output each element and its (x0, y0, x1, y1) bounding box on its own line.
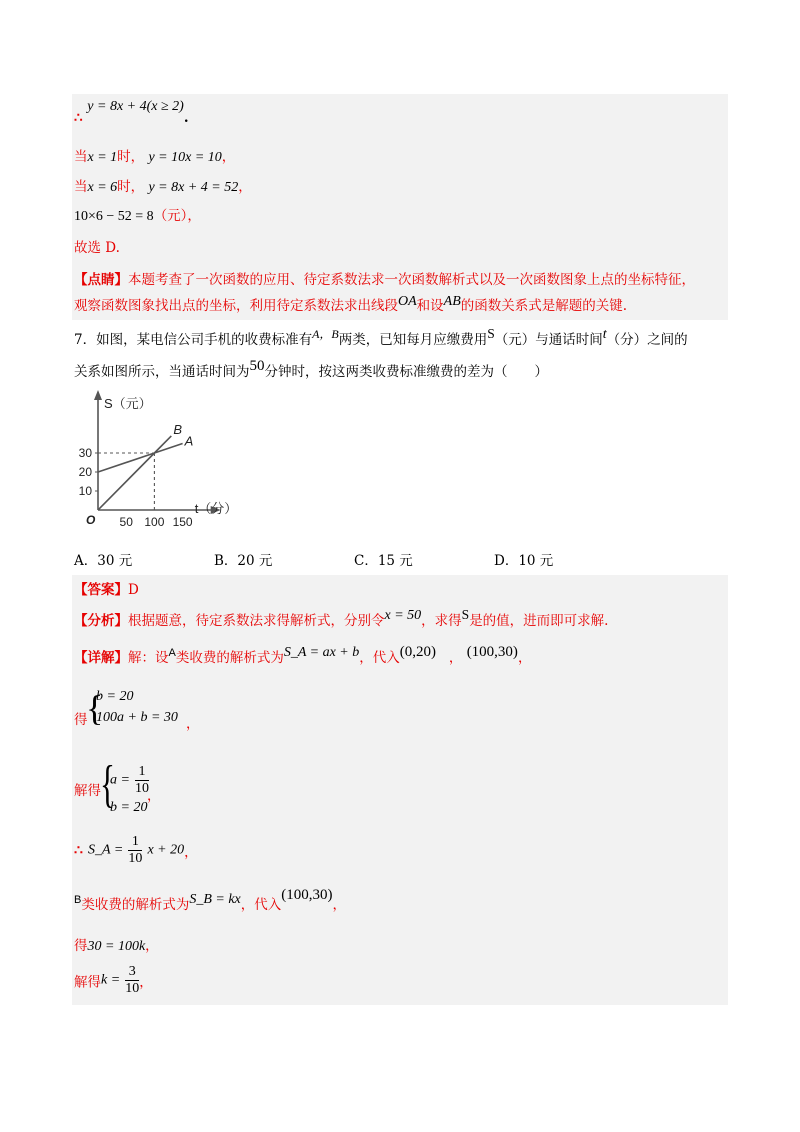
case1-end: ， (221, 149, 236, 165)
analysis-math: x = 50 (384, 608, 422, 623)
comment-oa: OA (398, 294, 417, 309)
b-point: (100,30) (281, 887, 333, 903)
diff-end: （元）， (153, 208, 201, 224)
analysis-line (74, 607, 609, 632)
k1-line (74, 936, 159, 957)
sa-rhs: x + 20 (147, 842, 185, 858)
cost-chart (70, 388, 260, 540)
case1-x: x = 1 (87, 150, 118, 165)
sa-line (74, 834, 198, 867)
comment-text-1: 本题考查了一次函数的应用、待定系数法求一次函数解析式以及一次函数图象上点的坐标特征， (128, 272, 695, 288)
detail-text-a: 解：设 (128, 650, 169, 666)
analysis-s: S (461, 607, 470, 622)
x-tick-label-100: 100 (144, 515, 165, 529)
y-tick-label-30: 30 (78, 446, 92, 460)
sa-fraction (128, 834, 142, 867)
sa-num: 1 (128, 834, 142, 851)
sa-therefore: ∴ (74, 842, 83, 859)
analysis-text-b: ，求得 (421, 613, 462, 629)
question-t: t (602, 327, 607, 342)
question-text-2a: 关系如图所示，当通话时间为 (74, 364, 250, 380)
series-line-B (98, 436, 171, 510)
question-line-1 (74, 326, 688, 351)
comment-line-1 (74, 270, 695, 290)
solution-shade-bottom (72, 575, 728, 1005)
answer-line (74, 580, 139, 600)
detail-tag: 【详解】 (74, 650, 128, 666)
series-label-A: A (184, 433, 194, 449)
system2-a-lhs: a = (110, 772, 130, 788)
x-tick-label-50: 50 (119, 515, 133, 529)
system1-row2: 100a + b = 30 (96, 710, 178, 725)
therefore-symbol: ∴ (74, 110, 83, 126)
k1-math: 30 = 100k (87, 939, 146, 954)
eq1-math: y = 8x + 4(x ≥ 2) (87, 99, 184, 114)
system2-a-num: 1 (135, 764, 149, 781)
system1-brace: { (86, 688, 104, 728)
system2-end: ， (147, 788, 161, 804)
b-math: S_B = kx (189, 892, 241, 907)
sa-lhs: S_A = (88, 842, 124, 858)
question-text-1b: 两类，已知每月应缴费用 (338, 332, 488, 348)
diff-math: 10×6 − 52 = 8 (74, 209, 154, 224)
system1-end: ， (186, 716, 200, 732)
question-line-2 (74, 358, 548, 382)
sa-end: ， (184, 844, 198, 861)
question-text-1c: （元）与通话时间 (494, 332, 603, 348)
eq1-line (74, 99, 189, 126)
detail-comma: ， (448, 650, 463, 666)
y-axis-label: S（元） (104, 396, 152, 411)
system2-row2: b = 20 (110, 800, 148, 815)
case2-y: y = 8x + 4 = 52 (148, 180, 239, 195)
k2-fraction (125, 964, 139, 997)
option-d[interactable]: D．10 元 (494, 553, 554, 569)
case1-y: y = 10x = 10 (148, 150, 222, 165)
option-c[interactable]: C．15 元 (354, 553, 413, 569)
k2-num: 3 (125, 964, 139, 981)
system1-pre: 得 (74, 712, 88, 728)
b-end: ， (332, 897, 347, 913)
case1-pre: 当 (74, 149, 88, 165)
k2-end: ， (139, 974, 153, 991)
eq1-end: . (183, 110, 189, 126)
comment-line-2 (74, 296, 627, 317)
detail-end: ， (517, 650, 532, 666)
k2-lhs: k = (101, 972, 121, 988)
sa-den: 10 (128, 851, 143, 866)
system2-a-den: 10 (135, 781, 150, 796)
system2-pre: 解得 (74, 783, 101, 799)
b-line (74, 887, 347, 916)
k1-pre: 得 (74, 938, 88, 954)
k2-pre: 解得 (74, 974, 101, 991)
analysis-text-a: 根据题意，待定系数法求得解析式，分别令 (128, 613, 385, 629)
question-text-1a: 7．如图，某电信公司手机的收费标准有 (74, 332, 313, 348)
k2-den: 10 (125, 981, 140, 996)
question-ab: A，B (312, 327, 339, 341)
y-tick-label-20: 20 (78, 465, 92, 479)
case2-line (74, 177, 252, 198)
system1-row1: b = 20 (96, 689, 134, 704)
analysis-tag: 【分析】 (74, 613, 128, 629)
answer-value: D (128, 582, 139, 598)
analysis-text-c: 是的值，进而即可求解. (469, 613, 609, 629)
question-s: S (487, 326, 495, 341)
question-text-2b: 分钟时，按这两类收费标准缴费的差为（ ） (264, 364, 548, 380)
y-tick-label-10: 10 (78, 484, 92, 498)
case1-mid: 时， (117, 149, 145, 165)
question-text-1d: （分）之间的 (606, 332, 688, 348)
x-axis-label: t（分） (194, 501, 238, 516)
b-text-a: 类收费的解析式为 (81, 897, 190, 913)
k2-line (74, 964, 153, 997)
case2-x: x = 6 (87, 180, 118, 195)
detail-a-symbol: A (168, 647, 176, 659)
diff-line (74, 206, 201, 227)
k1-end: ， (145, 938, 159, 954)
option-a[interactable]: A．30 元 (74, 553, 133, 569)
y-axis-arrow (94, 390, 102, 400)
x-tick-label-150: 150 (172, 515, 193, 529)
case2-mid: 时， (117, 179, 145, 195)
system2-row1 (110, 764, 149, 797)
choose-line: 故选 D. (74, 240, 120, 256)
case1-line (74, 147, 235, 168)
b-symbol: B (74, 894, 82, 906)
comment-text-2b: 和设 (416, 298, 444, 314)
detail-text-b: 类收费的解析式为 (175, 650, 284, 666)
system2-brace: { (100, 756, 115, 813)
detail-math: S_A = ax + b (283, 645, 360, 660)
option-b[interactable]: B．20 元 (214, 553, 273, 569)
comment-text-2a: 观察函数图象找出点的坐标，利用待定系数法求出线段 (74, 298, 398, 314)
series-label-B: B (173, 421, 182, 437)
question-50: 50 (249, 358, 265, 374)
comment-ab: AB (443, 294, 461, 309)
case2-pre: 当 (74, 179, 88, 195)
comment-tag: 【点睛】 (74, 272, 128, 288)
detail-text-c: ，代入 (359, 650, 400, 666)
case2-end: ， (238, 179, 252, 195)
detail-point-1: (0,20) (399, 644, 437, 660)
comment-text-2c: 的函数关系式是解题的关键. (460, 298, 628, 314)
detail-point-2: (100,30) (466, 644, 518, 660)
origin-label: O (86, 513, 96, 527)
b-text-b: ，代入 (240, 897, 282, 913)
answer-tag: 【答案】 (74, 582, 128, 598)
detail-line (74, 644, 532, 669)
